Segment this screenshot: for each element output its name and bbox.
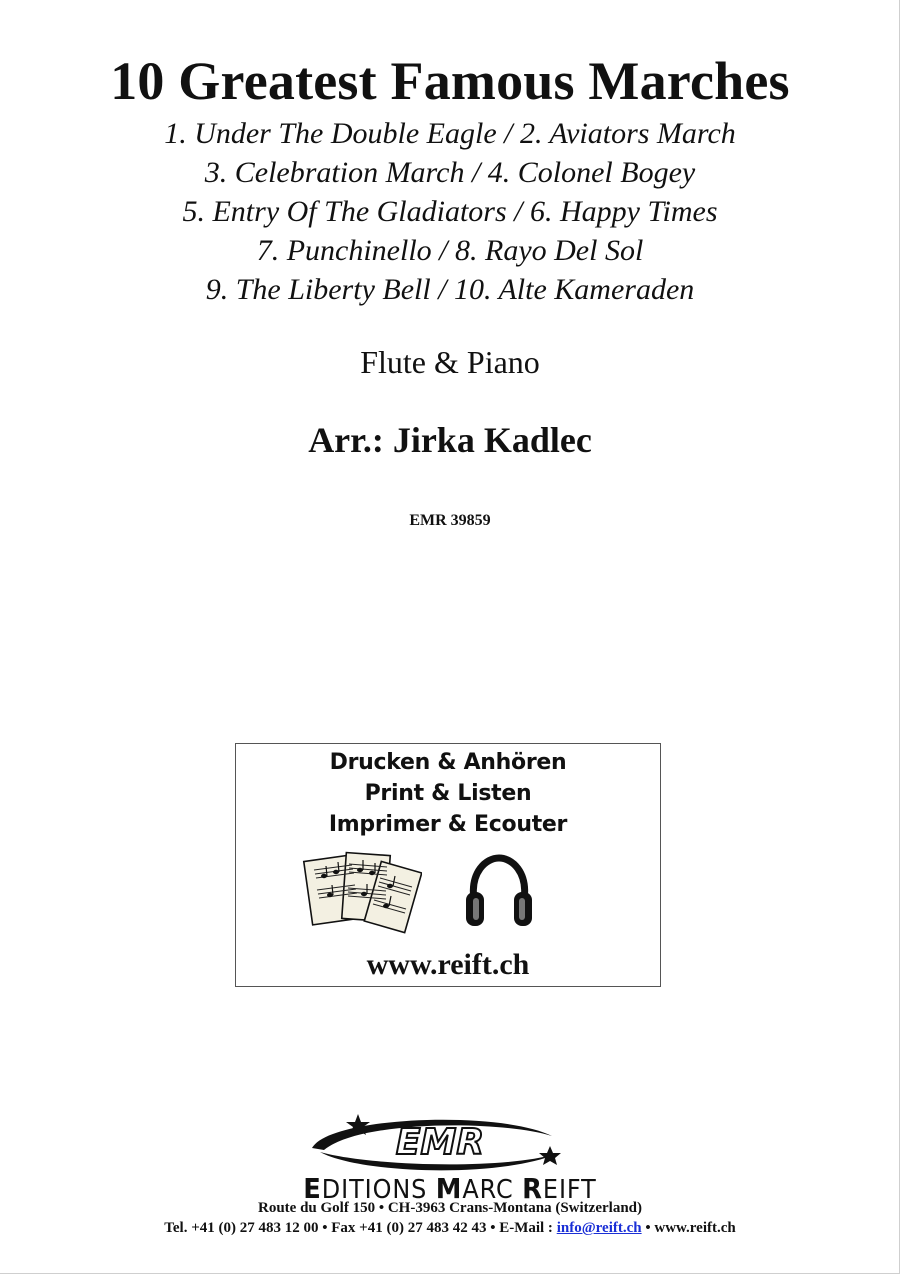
- track-list-item: 1. Under The Double Eagle / 2. Aviators March: [164, 117, 736, 150]
- contact-website: • www.reift.ch: [641, 1220, 736, 1236]
- emr-logo: [300, 1108, 570, 1178]
- arranger-credit: Arr.: Jirka Kadlec: [308, 420, 592, 460]
- headphones-icon: [464, 852, 534, 932]
- track-list-item: 5. Entry Of The Gladiators / 6. Happy Times: [182, 195, 718, 228]
- sheet-music-icon: [302, 848, 422, 938]
- publisher-address: Route du Golf 150 • CH-3963 Crans-Montana (Switzerland): [258, 1200, 642, 1216]
- promo-line-english: Print & Listen: [364, 781, 532, 806]
- cover-title: 10 Greatest Famous Marches: [110, 51, 790, 111]
- track-list-item: 9. The Liberty Bell / 10. Alte Kameraden: [205, 273, 695, 306]
- track-list-item: 3. Celebration March / 4. Colonel Bogey: [204, 156, 696, 189]
- contact-phone-fax: Tel. +41 (0) 27 483 12 00 • Fax +41 (0) 27 483 42 43 • E-Mail :: [164, 1220, 557, 1236]
- publisher-contact: [0, 1218, 900, 1238]
- promo-line-german: Drucken & Anhören: [329, 750, 567, 775]
- publisher-name: EDITIONS MARC REIFT: [303, 1172, 597, 1205]
- track-list-item: 7. Punchinello / 8. Rayo Del Sol: [256, 234, 644, 267]
- catalog-number: EMR 39859: [409, 512, 491, 529]
- promo-website[interactable]: www.reift.ch: [366, 948, 530, 981]
- email-link[interactable]: info@reift.ch: [556, 1220, 642, 1236]
- instrumentation: Flute & Piano: [360, 344, 540, 380]
- track-list: [0, 114, 900, 309]
- emr-logo-text: EMR: [395, 1122, 485, 1163]
- promo-line-french: Imprimer & Ecouter: [328, 812, 568, 837]
- print-listen-box: [235, 743, 661, 987]
